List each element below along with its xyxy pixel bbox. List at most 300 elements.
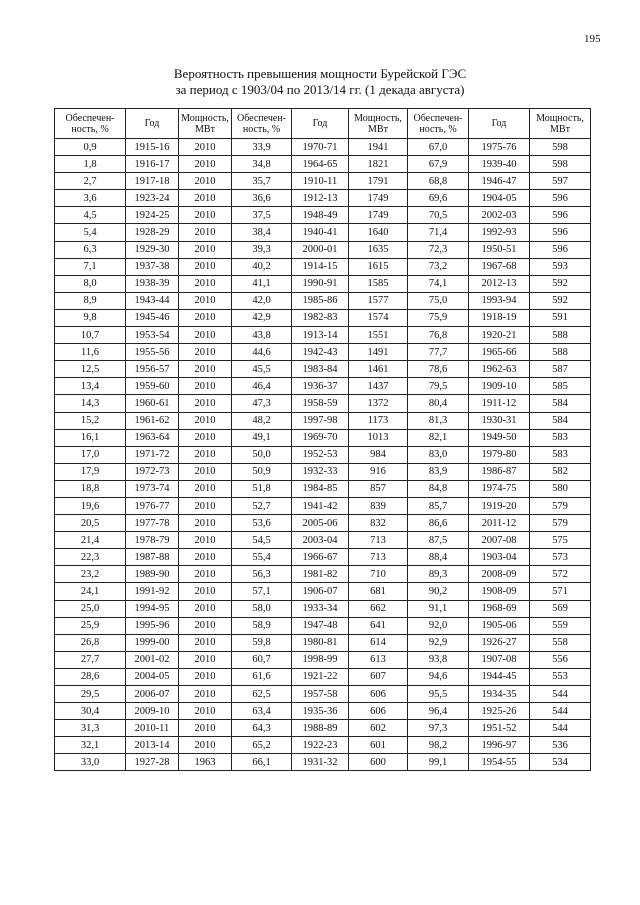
cell-power-2: 1821 <box>349 156 408 173</box>
cell-power-1: 2010 <box>179 583 232 600</box>
cell-power-1: 2010 <box>179 292 232 309</box>
cell-provision-2: 61,6 <box>232 668 292 685</box>
cell-power-2: 1437 <box>349 378 408 395</box>
cell-provision-3: 86,6 <box>408 515 469 532</box>
cell-power-3: 556 <box>530 651 591 668</box>
cell-year-1: 1929-30 <box>126 241 179 258</box>
cell-provision-1: 17,0 <box>55 446 126 463</box>
cell-power-1: 2010 <box>179 412 232 429</box>
table-row <box>55 703 591 720</box>
cell-provision-1: 19,6 <box>55 497 126 514</box>
header-provision-1: Обеспечен-ность, % <box>55 109 126 139</box>
cell-year-3: 1996-97 <box>469 737 530 754</box>
cell-power-2: 602 <box>349 720 408 737</box>
cell-provision-2: 66,1 <box>232 754 292 771</box>
cell-provision-1: 18,8 <box>55 480 126 497</box>
cell-power-3: 572 <box>530 566 591 583</box>
cell-year-3: 1918-19 <box>469 309 530 326</box>
cell-year-1: 2013-14 <box>126 737 179 754</box>
cell-year-1: 1999-00 <box>126 634 179 651</box>
cell-provision-2: 54,5 <box>232 532 292 549</box>
cell-provision-1: 28,6 <box>55 668 126 685</box>
cell-provision-2: 44,6 <box>232 344 292 361</box>
cell-provision-3: 76,8 <box>408 327 469 344</box>
cell-year-3: 1919-20 <box>469 497 530 514</box>
cell-provision-1: 11,6 <box>55 344 126 361</box>
cell-year-3: 1946-47 <box>469 173 530 190</box>
table-row <box>55 258 591 275</box>
cell-provision-2: 57,1 <box>232 583 292 600</box>
cell-provision-1: 25,9 <box>55 617 126 634</box>
cell-provision-3: 74,1 <box>408 275 469 292</box>
cell-year-2: 1981-82 <box>292 566 349 583</box>
cell-power-3: 596 <box>530 241 591 258</box>
cell-power-1: 1963 <box>179 754 232 771</box>
cell-year-1: 1928-29 <box>126 224 179 241</box>
cell-power-3: 598 <box>530 156 591 173</box>
cell-power-1: 2010 <box>179 395 232 412</box>
cell-provision-3: 82,1 <box>408 429 469 446</box>
table-header-row <box>55 109 591 139</box>
cell-power-1: 2010 <box>179 190 232 207</box>
header-power-2: Мощность, МВт <box>349 109 408 139</box>
cell-provision-1: 1,8 <box>55 156 126 173</box>
header-year-3: Год <box>469 109 530 139</box>
cell-power-1: 2010 <box>179 720 232 737</box>
cell-power-2: 1013 <box>349 429 408 446</box>
cell-provision-2: 46,4 <box>232 378 292 395</box>
cell-power-2: 641 <box>349 617 408 634</box>
cell-year-2: 1980-81 <box>292 634 349 651</box>
cell-power-3: 583 <box>530 429 591 446</box>
cell-year-1: 1955-56 <box>126 344 179 361</box>
cell-power-3: 593 <box>530 258 591 275</box>
cell-year-1: 2001-02 <box>126 651 179 668</box>
cell-power-3: 597 <box>530 173 591 190</box>
cell-provision-2: 56,3 <box>232 566 292 583</box>
cell-year-1: 1991-92 <box>126 583 179 600</box>
cell-power-1: 2010 <box>179 344 232 361</box>
cell-power-1: 2010 <box>179 549 232 566</box>
cell-year-1: 1959-60 <box>126 378 179 395</box>
cell-power-1: 2010 <box>179 241 232 258</box>
cell-year-3: 1974-75 <box>469 480 530 497</box>
table-row <box>55 207 591 224</box>
cell-year-1: 1927-28 <box>126 754 179 771</box>
cell-year-1: 1973-74 <box>126 480 179 497</box>
table-row <box>55 429 591 446</box>
cell-power-3: 559 <box>530 617 591 634</box>
cell-year-1: 1956-57 <box>126 361 179 378</box>
cell-provision-3: 85,7 <box>408 497 469 514</box>
cell-year-3: 1949-50 <box>469 429 530 446</box>
cell-year-2: 1932-33 <box>292 463 349 480</box>
cell-provision-3: 80,4 <box>408 395 469 412</box>
cell-provision-1: 27,7 <box>55 651 126 668</box>
cell-year-3: 1962-63 <box>469 361 530 378</box>
table-row <box>55 549 591 566</box>
cell-provision-1: 32,1 <box>55 737 126 754</box>
cell-provision-1: 5,4 <box>55 224 126 241</box>
cell-provision-2: 58,0 <box>232 600 292 617</box>
cell-provision-3: 71,4 <box>408 224 469 241</box>
cell-provision-2: 51,8 <box>232 480 292 497</box>
cell-provision-3: 73,2 <box>408 258 469 275</box>
cell-power-3: 598 <box>530 139 591 156</box>
cell-provision-3: 67,9 <box>408 156 469 173</box>
cell-year-3: 1968-69 <box>469 600 530 617</box>
table-row <box>55 446 591 463</box>
cell-provision-1: 26,8 <box>55 634 126 651</box>
cell-provision-3: 92,0 <box>408 617 469 634</box>
cell-power-3: 575 <box>530 532 591 549</box>
cell-provision-2: 33,9 <box>232 139 292 156</box>
cell-year-3: 1944-45 <box>469 668 530 685</box>
cell-power-1: 2010 <box>179 566 232 583</box>
cell-provision-1: 3,6 <box>55 190 126 207</box>
cell-power-3: 592 <box>530 275 591 292</box>
cell-year-1: 2010-11 <box>126 720 179 737</box>
cell-provision-3: 69,6 <box>408 190 469 207</box>
cell-year-3: 2011-12 <box>469 515 530 532</box>
cell-power-2: 1173 <box>349 412 408 429</box>
cell-provision-1: 7,1 <box>55 258 126 275</box>
cell-year-3: 1986-87 <box>469 463 530 480</box>
cell-year-1: 1953-54 <box>126 327 179 344</box>
cell-year-2: 2003-04 <box>292 532 349 549</box>
cell-provision-3: 78,6 <box>408 361 469 378</box>
cell-year-2: 1970-71 <box>292 139 349 156</box>
cell-provision-1: 21,4 <box>55 532 126 549</box>
cell-power-3: 596 <box>530 207 591 224</box>
cell-year-2: 1922-23 <box>292 737 349 754</box>
cell-year-2: 1969-70 <box>292 429 349 446</box>
probability-table <box>54 108 591 771</box>
cell-provision-3: 88,4 <box>408 549 469 566</box>
cell-year-1: 2006-07 <box>126 686 179 703</box>
cell-provision-3: 87,5 <box>408 532 469 549</box>
cell-provision-3: 68,8 <box>408 173 469 190</box>
header-year-1: Год <box>126 109 179 139</box>
cell-provision-3: 75,0 <box>408 292 469 309</box>
cell-power-3: 544 <box>530 703 591 720</box>
table-row <box>55 566 591 583</box>
cell-year-3: 1939-40 <box>469 156 530 173</box>
cell-year-3: 1992-93 <box>469 224 530 241</box>
cell-year-3: 1954-55 <box>469 754 530 771</box>
table-row <box>55 378 591 395</box>
cell-provision-3: 97,3 <box>408 720 469 737</box>
cell-power-2: 606 <box>349 686 408 703</box>
cell-provision-2: 52,7 <box>232 497 292 514</box>
cell-year-3: 1934-35 <box>469 686 530 703</box>
cell-year-2: 1958-59 <box>292 395 349 412</box>
cell-provision-2: 63,4 <box>232 703 292 720</box>
cell-year-1: 1976-77 <box>126 497 179 514</box>
cell-power-2: 713 <box>349 532 408 549</box>
cell-year-1: 1937-38 <box>126 258 179 275</box>
cell-year-2: 1933-34 <box>292 600 349 617</box>
table-row <box>55 275 591 292</box>
cell-power-2: 606 <box>349 703 408 720</box>
cell-power-1: 2010 <box>179 173 232 190</box>
cell-power-3: 536 <box>530 737 591 754</box>
cell-year-3: 1979-80 <box>469 446 530 463</box>
cell-provision-1: 23,2 <box>55 566 126 583</box>
cell-power-2: 984 <box>349 446 408 463</box>
cell-provision-1: 31,3 <box>55 720 126 737</box>
cell-year-2: 1988-89 <box>292 720 349 737</box>
table-row <box>55 497 591 514</box>
cell-power-2: 607 <box>349 668 408 685</box>
cell-provision-1: 8,0 <box>55 275 126 292</box>
header-provision-2: Обеспечен-ность, % <box>232 109 292 139</box>
cell-power-1: 2010 <box>179 532 232 549</box>
cell-year-2: 1913-14 <box>292 327 349 344</box>
cell-provision-3: 99,1 <box>408 754 469 771</box>
cell-year-3: 1907-08 <box>469 651 530 668</box>
table-row <box>55 327 591 344</box>
cell-year-2: 1966-67 <box>292 549 349 566</box>
cell-power-3: 569 <box>530 600 591 617</box>
cell-year-2: 2000-01 <box>292 241 349 258</box>
cell-power-1: 2010 <box>179 651 232 668</box>
cell-provision-3: 75,9 <box>408 309 469 326</box>
cell-provision-2: 59,8 <box>232 634 292 651</box>
cell-power-1: 2010 <box>179 617 232 634</box>
cell-provision-2: 48,2 <box>232 412 292 429</box>
cell-provision-2: 37,5 <box>232 207 292 224</box>
cell-year-1: 1989-90 <box>126 566 179 583</box>
cell-provision-2: 38,4 <box>232 224 292 241</box>
cell-power-1: 2010 <box>179 686 232 703</box>
cell-provision-2: 47,3 <box>232 395 292 412</box>
cell-provision-3: 90,2 <box>408 583 469 600</box>
cell-year-3: 1925-26 <box>469 703 530 720</box>
table-row <box>55 139 591 156</box>
cell-power-3: 585 <box>530 378 591 395</box>
cell-year-2: 1906-07 <box>292 583 349 600</box>
cell-year-3: 1975-76 <box>469 139 530 156</box>
cell-power-1: 2010 <box>179 275 232 292</box>
cell-power-1: 2010 <box>179 737 232 754</box>
table-row <box>55 344 591 361</box>
cell-power-1: 2010 <box>179 634 232 651</box>
cell-power-2: 600 <box>349 754 408 771</box>
cell-year-1: 1963-64 <box>126 429 179 446</box>
page-number: 195 <box>584 33 601 45</box>
cell-power-3: 534 <box>530 754 591 771</box>
table-row <box>55 668 591 685</box>
cell-year-3: 1903-04 <box>469 549 530 566</box>
cell-provision-1: 10,7 <box>55 327 126 344</box>
cell-provision-3: 89,3 <box>408 566 469 583</box>
cell-provision-3: 81,3 <box>408 412 469 429</box>
cell-year-1: 1916-17 <box>126 156 179 173</box>
cell-power-2: 713 <box>349 549 408 566</box>
cell-power-3: 558 <box>530 634 591 651</box>
cell-provision-1: 16,1 <box>55 429 126 446</box>
table-row <box>55 241 591 258</box>
cell-year-1: 1995-96 <box>126 617 179 634</box>
cell-power-1: 2010 <box>179 515 232 532</box>
cell-year-3: 1965-66 <box>469 344 530 361</box>
cell-year-2: 1985-86 <box>292 292 349 309</box>
table-row <box>55 634 591 651</box>
table-row <box>55 651 591 668</box>
cell-provision-2: 50,9 <box>232 463 292 480</box>
cell-power-1: 2010 <box>179 224 232 241</box>
cell-year-2: 1910-11 <box>292 173 349 190</box>
cell-year-2: 1957-58 <box>292 686 349 703</box>
cell-provision-1: 33,0 <box>55 754 126 771</box>
cell-year-2: 1936-37 <box>292 378 349 395</box>
cell-provision-2: 49,1 <box>232 429 292 446</box>
cell-year-1: 1915-16 <box>126 139 179 156</box>
cell-power-2: 1585 <box>349 275 408 292</box>
table-row <box>55 600 591 617</box>
cell-provision-1: 4,5 <box>55 207 126 224</box>
cell-power-1: 2010 <box>179 497 232 514</box>
cell-year-2: 1941-42 <box>292 497 349 514</box>
cell-power-2: 1551 <box>349 327 408 344</box>
cell-power-3: 592 <box>530 292 591 309</box>
cell-year-3: 1905-06 <box>469 617 530 634</box>
cell-year-1: 1938-39 <box>126 275 179 292</box>
cell-year-2: 1942-43 <box>292 344 349 361</box>
cell-power-3: 573 <box>530 549 591 566</box>
cell-power-2: 1615 <box>349 258 408 275</box>
cell-year-2: 1935-36 <box>292 703 349 720</box>
cell-year-3: 1911-12 <box>469 395 530 412</box>
cell-provision-1: 14,3 <box>55 395 126 412</box>
cell-power-1: 2010 <box>179 600 232 617</box>
table-row <box>55 515 591 532</box>
cell-power-2: 613 <box>349 651 408 668</box>
cell-year-1: 2004-05 <box>126 668 179 685</box>
cell-provision-2: 41,1 <box>232 275 292 292</box>
cell-power-1: 2010 <box>179 139 232 156</box>
cell-year-3: 2008-09 <box>469 566 530 583</box>
cell-provision-1: 17,9 <box>55 463 126 480</box>
cell-year-3: 2007-08 <box>469 532 530 549</box>
table-row <box>55 156 591 173</box>
cell-power-1: 2010 <box>179 378 232 395</box>
cell-provision-2: 42,0 <box>232 292 292 309</box>
cell-power-2: 614 <box>349 634 408 651</box>
cell-year-3: 1950-51 <box>469 241 530 258</box>
cell-provision-3: 77,7 <box>408 344 469 361</box>
table-row <box>55 224 591 241</box>
cell-year-1: 1943-44 <box>126 292 179 309</box>
cell-power-3: 580 <box>530 480 591 497</box>
cell-power-3: 587 <box>530 361 591 378</box>
cell-year-3: 1908-09 <box>469 583 530 600</box>
cell-power-3: 588 <box>530 344 591 361</box>
cell-year-3: 1967-68 <box>469 258 530 275</box>
cell-power-2: 601 <box>349 737 408 754</box>
cell-power-2: 710 <box>349 566 408 583</box>
cell-year-3: 2012-13 <box>469 275 530 292</box>
cell-year-1: 1987-88 <box>126 549 179 566</box>
cell-power-2: 662 <box>349 600 408 617</box>
cell-power-3: 544 <box>530 720 591 737</box>
cell-power-2: 1635 <box>349 241 408 258</box>
cell-power-1: 2010 <box>179 156 232 173</box>
cell-power-2: 1791 <box>349 173 408 190</box>
cell-provision-2: 43,8 <box>232 327 292 344</box>
cell-year-2: 1912-13 <box>292 190 349 207</box>
cell-power-1: 2010 <box>179 480 232 497</box>
cell-year-3: 1904-05 <box>469 190 530 207</box>
cell-provision-2: 58,9 <box>232 617 292 634</box>
cell-provision-1: 9,8 <box>55 309 126 326</box>
cell-year-1: 1961-62 <box>126 412 179 429</box>
cell-power-3: 579 <box>530 515 591 532</box>
cell-provision-1: 22,3 <box>55 549 126 566</box>
cell-provision-3: 70,5 <box>408 207 469 224</box>
cell-provision-1: 13,4 <box>55 378 126 395</box>
cell-provision-1: 6,3 <box>55 241 126 258</box>
cell-power-2: 1577 <box>349 292 408 309</box>
cell-year-1: 1924-25 <box>126 207 179 224</box>
cell-year-1: 1917-18 <box>126 173 179 190</box>
cell-provision-2: 60,7 <box>232 651 292 668</box>
cell-power-2: 1574 <box>349 309 408 326</box>
cell-provision-1: 20,5 <box>55 515 126 532</box>
table-row <box>55 309 591 326</box>
cell-provision-3: 96,4 <box>408 703 469 720</box>
cell-power-1: 2010 <box>179 309 232 326</box>
cell-power-2: 857 <box>349 480 408 497</box>
cell-power-3: 544 <box>530 686 591 703</box>
cell-provision-1: 29,5 <box>55 686 126 703</box>
cell-year-1: 2009-10 <box>126 703 179 720</box>
cell-provision-2: 35,7 <box>232 173 292 190</box>
cell-provision-1: 30,4 <box>55 703 126 720</box>
title-line-1: Вероятность превышения мощности Бурейской ГЭС <box>173 66 467 81</box>
cell-provision-3: 83,9 <box>408 463 469 480</box>
cell-power-1: 2010 <box>179 361 232 378</box>
cell-provision-1: 25,0 <box>55 600 126 617</box>
cell-power-3: 596 <box>530 224 591 241</box>
cell-power-1: 2010 <box>179 668 232 685</box>
cell-power-1: 2010 <box>179 703 232 720</box>
cell-year-2: 1983-84 <box>292 361 349 378</box>
cell-year-2: 1982-83 <box>292 309 349 326</box>
cell-provision-3: 92,9 <box>408 634 469 651</box>
cell-year-2: 1997-98 <box>292 412 349 429</box>
cell-provision-2: 62,5 <box>232 686 292 703</box>
cell-provision-2: 53,6 <box>232 515 292 532</box>
cell-provision-1: 15,2 <box>55 412 126 429</box>
cell-year-1: 1923-24 <box>126 190 179 207</box>
cell-power-1: 2010 <box>179 258 232 275</box>
cell-power-2: 1749 <box>349 207 408 224</box>
table-row <box>55 480 591 497</box>
table-row <box>55 686 591 703</box>
cell-provision-2: 64,3 <box>232 720 292 737</box>
cell-year-3: 1926-27 <box>469 634 530 651</box>
cell-power-1: 2010 <box>179 463 232 480</box>
header-power-1: Мощность, МВт <box>179 109 232 139</box>
cell-power-2: 1372 <box>349 395 408 412</box>
cell-provision-2: 45,5 <box>232 361 292 378</box>
table-row <box>55 720 591 737</box>
cell-year-1: 1994-95 <box>126 600 179 617</box>
cell-power-2: 839 <box>349 497 408 514</box>
cell-provision-3: 83,0 <box>408 446 469 463</box>
